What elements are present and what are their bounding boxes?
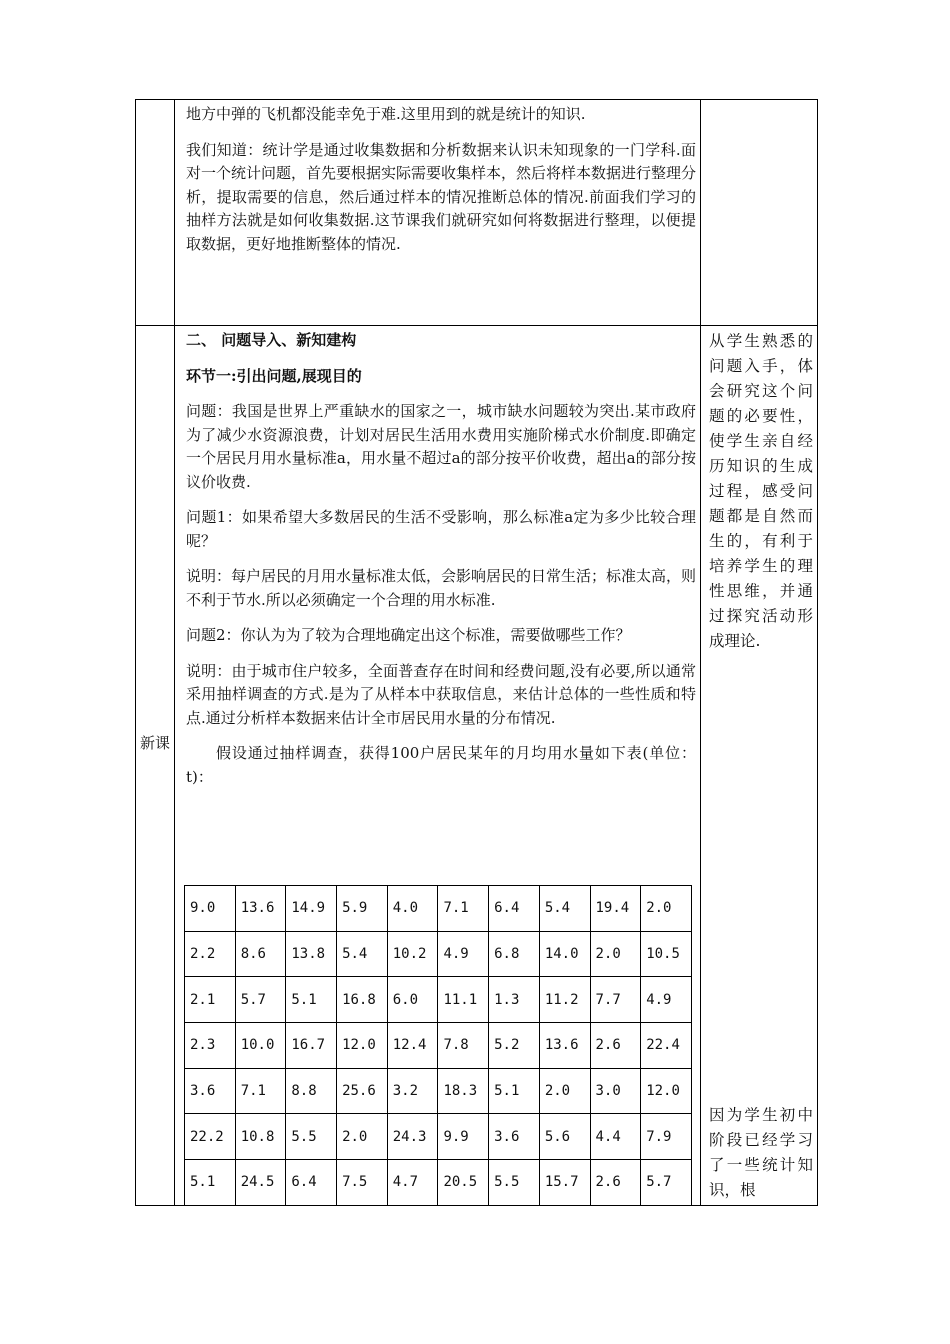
table-cell: 5.7 — [235, 977, 286, 1023]
table-cell: 25.6 — [337, 1068, 388, 1114]
table-cell: 3.0 — [590, 1068, 641, 1114]
table-cell: 13.6 — [235, 886, 286, 932]
table-row — [185, 886, 692, 932]
table-cell: 4.9 — [641, 977, 692, 1023]
table-cell: 6.4 — [286, 1160, 337, 1206]
problem-paragraph: 问题：我国是世界上严重缺水的国家之一，城市缺水问题较为突出.某市政府为了减少水资源浪费，计划对居民生活用水费用实施阶梯式水价制度.即确定一个居民月用水量标准a，用水量不超过a的部分按平价收费，超出a的部分按议价收费. — [186, 402, 696, 491]
column-divider-2 — [700, 100, 701, 1205]
table-cell: 7.8 — [438, 1023, 489, 1069]
table-cell: 24.3 — [387, 1114, 438, 1160]
section-content — [186, 329, 696, 801]
table-cell: 4.0 — [387, 886, 438, 932]
top-row-content — [186, 103, 696, 268]
table-cell: 16.8 — [337, 977, 388, 1023]
table-cell: 12.0 — [641, 1068, 692, 1114]
table-cell: 6.0 — [387, 977, 438, 1023]
water-usage-table — [184, 885, 692, 1206]
row-divider — [136, 325, 817, 326]
table-cell: 15.7 — [539, 1160, 590, 1206]
table-cell: 22.4 — [641, 1023, 692, 1069]
table-cell: 12.4 — [387, 1023, 438, 1069]
table-cell: 24.5 — [235, 1160, 286, 1206]
table-cell: 10.2 — [387, 931, 438, 977]
column-divider-1 — [174, 100, 175, 1205]
table-cell: 1.3 — [489, 977, 540, 1023]
table-cell: 13.6 — [539, 1023, 590, 1069]
table-cell: 5.5 — [286, 1114, 337, 1160]
note-2: 说明：由于城市住户较多，全面普查存在时间和经费问题,没有必要,所以通常采用抽样调查的方式.是为了从样本中获取信息，来估计总体的一些性质和特点.通过分析样本数据来估计全市居民用水量的分布情况. — [186, 661, 696, 727]
table-cell: 8.8 — [286, 1068, 337, 1114]
table-cell: 13.8 — [286, 931, 337, 977]
top-paragraph: 我们知道：统计学是通过收集数据和分析数据来认识未知现象的一门学科.面对一个统计问题，首先要根据实际需要收集样本，然后将样本数据进行整理分析，提取需要的信息，然后通过样本的情况推断总体的情况.前面我们学习的抽样方法就是如何收集数据.这节课我们就研究如何将数据进行整理，以便提取数据，更好地推断整体的情况. — [186, 140, 697, 253]
table-cell: 22.2 — [185, 1114, 236, 1160]
table-cell: 2.3 — [185, 1023, 236, 1069]
table-cell: 5.7 — [641, 1160, 692, 1206]
side-note-2: 因为学生初中阶段已经学习了一些统计知识，根 — [709, 1106, 813, 1199]
table-cell: 2.1 — [185, 977, 236, 1023]
section-subheading: 环节一:引出问题,展现目的 — [186, 366, 362, 385]
table-cell: 7.5 — [337, 1160, 388, 1206]
table-cell: 16.7 — [286, 1023, 337, 1069]
table-cell: 14.0 — [539, 931, 590, 977]
table-cell: 5.9 — [337, 886, 388, 932]
table-cell: 3.6 — [489, 1114, 540, 1160]
table-cell: 10.0 — [235, 1023, 286, 1069]
table-cell: 9.0 — [185, 886, 236, 932]
table-cell: 6.4 — [489, 886, 540, 932]
table-cell: 12.0 — [337, 1023, 388, 1069]
table-row — [185, 1023, 692, 1069]
table-row — [185, 977, 692, 1023]
table-cell: 4.9 — [438, 931, 489, 977]
table-cell: 5.1 — [185, 1160, 236, 1206]
table-row — [185, 1114, 692, 1160]
question-1: 问题1：如果希望大多数居民的生活不受影响，那么标准a定为多少比较合理呢？ — [186, 508, 696, 550]
table-cell: 5.6 — [539, 1114, 590, 1160]
table-cell: 6.8 — [489, 931, 540, 977]
table-cell: 10.8 — [235, 1114, 286, 1160]
table-cell: 5.1 — [489, 1068, 540, 1114]
table-row — [185, 1068, 692, 1114]
table-cell: 10.5 — [641, 931, 692, 977]
note-1: 说明：每户居民的月用水量标准太低，会影响居民的日常生活；标准太高，则不利于节水.所以必须确定一个合理的用水标准. — [186, 567, 697, 609]
table-intro: 假设通过抽样调查，获得100户居民某年的月均用水量如下表(单位：t)： — [186, 744, 696, 786]
table-cell: 3.6 — [185, 1068, 236, 1114]
table-cell: 5.4 — [539, 886, 590, 932]
table-cell: 18.3 — [438, 1068, 489, 1114]
section-heading: 二、 问题导入、新知建构 — [186, 331, 357, 349]
table-cell: 2.0 — [590, 931, 641, 977]
table-cell: 2.0 — [337, 1114, 388, 1160]
side-note-1: 从学生熟悉的问题入手，体会研究这个问题的必要性，使学生亲自经历知识的生成过程，感受问题都是自然而生的，有利于培养学生的理性思维，并通过探究活动形成理论. — [709, 332, 813, 650]
table-cell: 2.2 — [185, 931, 236, 977]
table-cell: 2.0 — [539, 1068, 590, 1114]
table-cell: 2.6 — [590, 1023, 641, 1069]
table-cell: 5.5 — [489, 1160, 540, 1206]
table-cell: 8.6 — [235, 931, 286, 977]
table-cell: 7.1 — [235, 1068, 286, 1114]
table-cell: 14.9 — [286, 886, 337, 932]
table-cell: 2.6 — [590, 1160, 641, 1206]
table-cell: 19.4 — [590, 886, 641, 932]
table-cell: 7.7 — [590, 977, 641, 1023]
table-row — [185, 1160, 692, 1206]
table-cell: 5.4 — [337, 931, 388, 977]
table-cell: 9.9 — [438, 1114, 489, 1160]
table-cell: 4.7 — [387, 1160, 438, 1206]
table-cell: 7.1 — [438, 886, 489, 932]
lesson-plan-table — [135, 99, 818, 1206]
question-2: 问题2：你认为为了较为合理地确定出这个标准，需要做哪些工作？ — [186, 626, 631, 644]
top-line: 地方中弹的飞机都没能幸免于难.这里用到的就是统计的知识. — [186, 105, 586, 123]
table-cell: 20.5 — [438, 1160, 489, 1206]
table-cell: 11.1 — [438, 977, 489, 1023]
table-cell: 5.1 — [286, 977, 337, 1023]
table-cell: 7.9 — [641, 1114, 692, 1160]
section-label: 新课 — [139, 734, 170, 752]
table-cell: 11.2 — [539, 977, 590, 1023]
table-row — [185, 931, 692, 977]
table-cell: 5.2 — [489, 1023, 540, 1069]
table-cell: 2.0 — [641, 886, 692, 932]
table-cell: 4.4 — [590, 1114, 641, 1160]
table-cell: 3.2 — [387, 1068, 438, 1114]
